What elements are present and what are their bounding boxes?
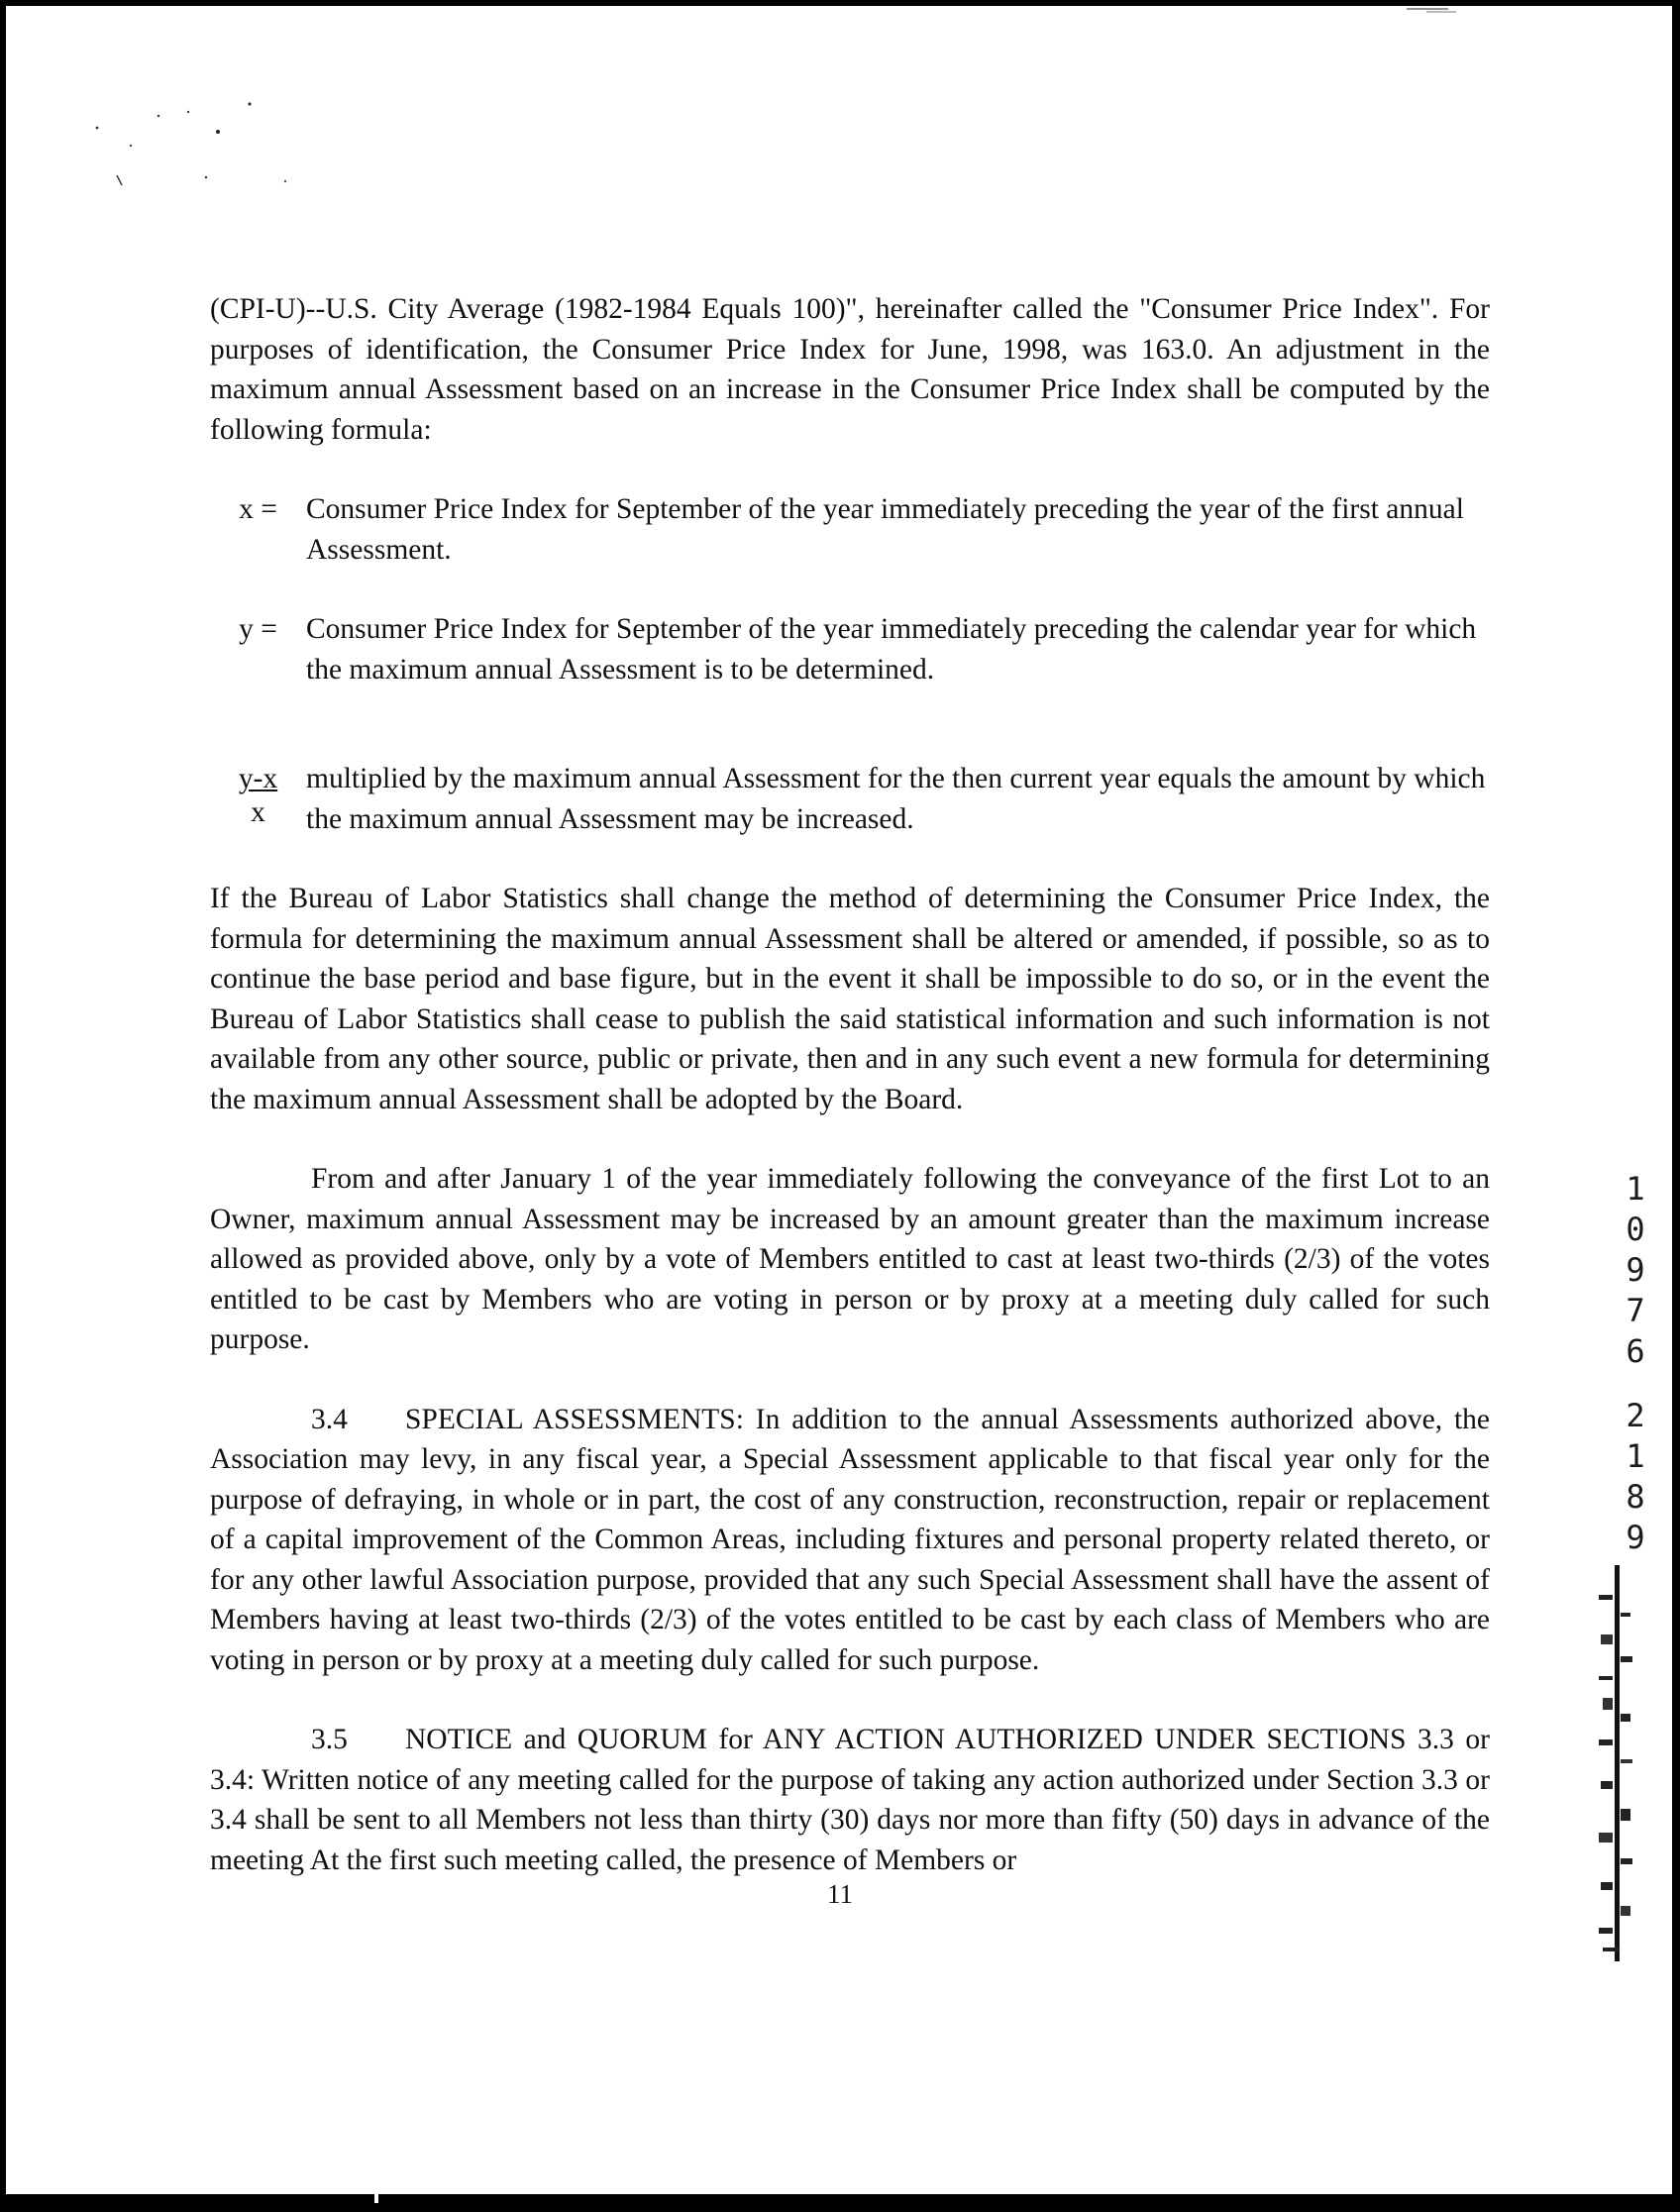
stamp-gap: [1621, 1372, 1650, 1396]
fraction-denominator: x: [251, 796, 265, 828]
section-3-5-text: NOTICE and QUORUM for ANY ACTION AUTHORIZED UNDER SECTIONS 3.3 or 3.4: Written notice of any meeting called for the purpose of taking any action authorized under Section 3.3 or 3.4 shall be sent to all Members not less than thirty (30) days nor more than fifty (50) days in advance of the meeting At the first such meeting called, the presence of Members or: [210, 1724, 1490, 1876]
formula-ratio-label: [210, 759, 306, 839]
paragraph-bureau-of-labor: If the Bureau of Labor Statistics shall change the method of determining the Consumer Price Index, the formula for determining the maximum annual Assessment shall be altered or amended, if possible, so as to continue the base period and base figure, but in the event it shall be impossible to do so, or in the event the Bureau of Labor Statistics shall cease to publish the said statistical information and such information is not available from any other source, public or private, then and in any such event a new formula for determining the maximum annual Assessment shall be adopted by the Board.: [210, 883, 1490, 1115]
fraction: [239, 762, 277, 829]
margin-barcode: [1595, 1565, 1638, 1961]
formula-x: [210, 489, 1490, 570]
scan-specks: [89, 94, 317, 203]
formula-x-definition: Consumer Price Index for September of the year immediately preceding the year of the first annual Assessment.: [306, 493, 1464, 566]
scan-corner-mark: [1407, 6, 1466, 14]
paragraph-january-increase: From and after January 1 of the year immediately following the conveyance of the first Lot to an Owner, maximum annual Assessment may be increased by an amount greater than the maximum increase allowed as provided above, only by a vote of Members entitled to cast at least two-thirds (2/3) of the votes entitled to be cast by Members who are voting in person or by proxy at a meeting duly called for such purpose.: [210, 1163, 1490, 1355]
stamp-digit: 0: [1626, 1211, 1645, 1248]
stamp-digit: 9: [1626, 1519, 1645, 1556]
stamp-digit: 8: [1626, 1478, 1645, 1516]
formula-y: [210, 609, 1490, 689]
formula-y-definition: Consumer Price Index for September of the year immediately preceding the calendar year for which the maximum annual Assessment is to be determined.: [306, 613, 1477, 685]
page-number: 11: [827, 1879, 853, 1909]
margin-recording-stamp: [1621, 1169, 1650, 1558]
stamp-digit: 6: [1626, 1332, 1645, 1370]
formula-y-label: y =: [239, 613, 277, 645]
document-body: [210, 289, 1490, 1880]
section-3-5-number: 3.5: [311, 1724, 348, 1755]
formula-ratio-definition: multiplied by the maximum annual Assessment for the then current year equals the amount by which the maximum annual Assessment may be increased.: [306, 763, 1486, 835]
section-3-4: [210, 1400, 1490, 1681]
scan-border-bottom: [0, 2194, 1680, 2212]
stamp-digit: 1: [1626, 1170, 1645, 1208]
stamp-digit: 7: [1626, 1292, 1645, 1329]
paragraph-cpi-opening: (CPI-U)--U.S. City Average (1982-1984 Equals 100)", hereinafter called the "Consumer Price Index". For purposes of identification, the Consumer Price Index for June, 1998, was 163.0. An adjustment in the maximum annual Assessment based on an increase in the Consumer Price Index shall be computed by the following formula:: [210, 293, 1490, 446]
section-3-5: [210, 1720, 1490, 1880]
formula-ratio: [210, 759, 1490, 839]
stamp-digit: 2: [1626, 1397, 1645, 1434]
section-3-4-number: 3.4: [311, 1403, 348, 1435]
stamp-digit: 1: [1626, 1437, 1645, 1475]
formula-x-label: x =: [239, 493, 277, 525]
section-3-4-text: SPECIAL ASSESSMENTS: In addition to the annual Assessments authorized above, the Association may levy, in any fiscal year, a Special Assessment applicable to that fiscal year only for the purpose of defraying, in whole or in part, the cost of any construction, reconstruction, repair or replacement of a capital improvement of the Common Areas, including fixtures and personal property related thereto, or for any other lawful Association purpose, provided that any such Special Assessment shall have the assent of Members having at least two-thirds (2/3) of the votes entitled to be cast by each class of Members who are voting in person or by proxy at a meeting duly called for such purpose.: [210, 1403, 1490, 1676]
stamp-digit: 9: [1626, 1251, 1645, 1289]
fraction-numerator: y-x: [238, 763, 278, 794]
scan-bottom-tick: [374, 2191, 378, 2203]
